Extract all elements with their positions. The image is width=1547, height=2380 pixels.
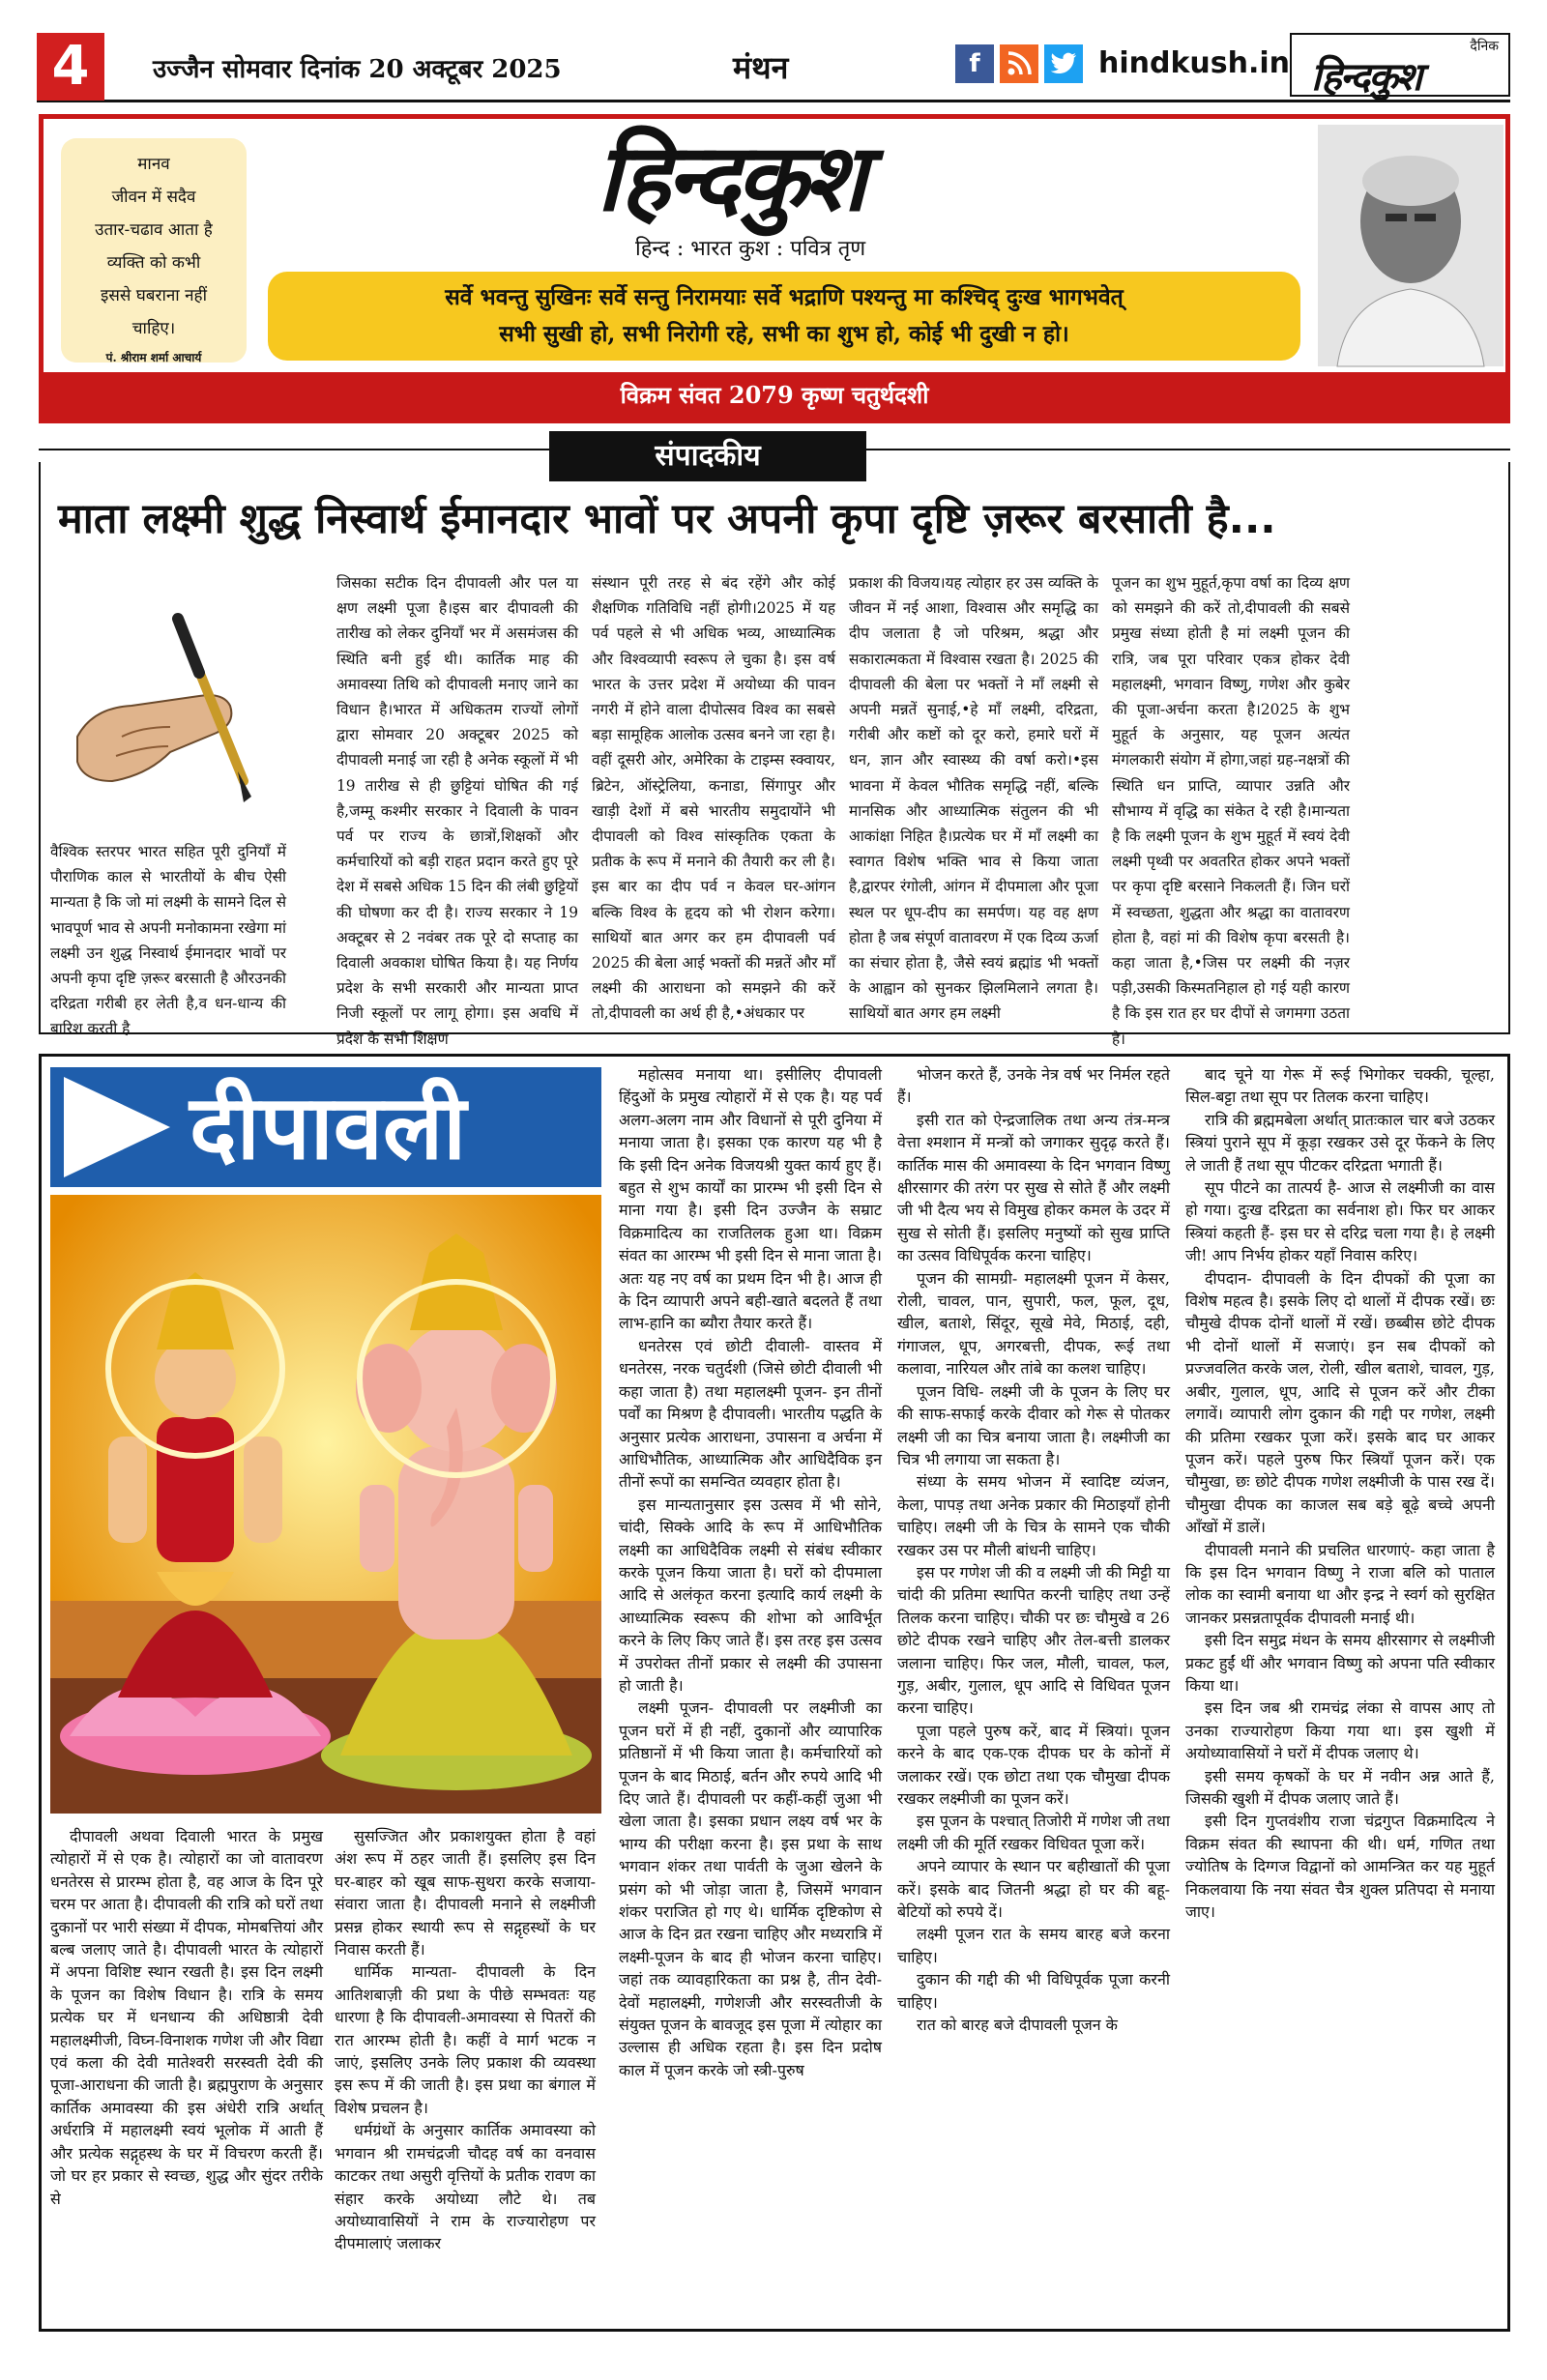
diwali-title: दीपावली [190, 1075, 467, 1179]
pen-writing-icon [54, 592, 282, 820]
diwali-paragraph: अपने व्यापार के स्थान पर बहीखातों की पूजा करें। इसके बाद जितनी श्रद्धा हो घर की बहू-बेटियों को रुपये दें। [897, 1857, 1170, 1922]
twitter-icon[interactable] [1044, 44, 1083, 83]
diwali-paragraph: सुसज्जित और प्रकाशयुक्त होता है वहां अंश रूप में ठहर जाती हैं। इसलिए इस दिन घर-बाहर को खूब साफ-सुथरा करके सजाया-संवारा जाता है। दीपावली मनाने से लक्ष्मीजी प्रसन्न होकर स्थायी रूप से सद्गृहस्थों के घर निवास करती हैं। [335, 1827, 596, 1959]
brand-small-logo: दैनिक हिन्दकुश [1290, 33, 1510, 97]
diwali-paragraph: इसी दिन समुद्र मंथन के समय क्षीरसागर से लक्ष्मीजी प्रकट हुईं थीं और भगवान विष्णु को अपना पति स्वीकार किया था। [1185, 1631, 1495, 1695]
editorial-column: जिसका सटीक दिन दीपावली और पल या क्षण लक्ष्मी पूजा है।इस बार दीपावली की तारीख को लेकर दुनियाँ भर में असमंजस की स्थिति बनी हुई थी। कार्तिक माह की अमावस्या तिथि को दीपावली मनाए जाने का विधान है।भारत में अधिकतम राज्यों लोगों द्वारा सोमवार 20 अक्टूबर 2025 को दीपावली मनाई जा रही है अनेक स्कूलों में भी 19 तारीख से ही छुट्टियां घोषित की गई है,जम्मू कश्मीर सरकार ने दिवाली के पावन पर्व पर राज्य के छात्रों,शिक्षकों और कर्मचारियों को बड़ी राहत प्रदान करते हुए पूरे देश में सबसे अधिक 15 दिन की लंबी छुट्टियों की घोषणा कर दी है। राज्य सरकार ने 19 अक्टूबर से 2 नवंबर तक पूरे दो सप्ताह का दिवाली अवकाश घोषित किया है। यह निर्णय प्रदेश के सभी सरकारी और मान्यता प्राप्त निजी स्कूलों पर लागू होगा। इस अवधि में प्रदेश के सभी शिक्षण [336, 574, 578, 1048]
quote-line: मानव [137, 155, 170, 174]
diwali-paragraph: महोत्सव मनाया था। इसीलिए दीपावली हिंदुओं के प्रमुख त्योहारों में से एक है। यह पर्व अलग-अलग नाम और विधानों से पूरी दुनिया में मनाया जाता है। इसका एक कारण यह भी है कि इसी दिन अनेक विजयश्री युक्त कार्य हुए हैं। बहुत से शुभ कार्यों का प्रारम्भ भी इसी दिन से माना गया है। इसी दिन उज्जैन के सम्राट विक्रमादित्य का राजतिलक हुआ था। विक्रम संवत का आरम्भ भी इसी दिन से माना जाता है। अतः यह नए वर्ष का प्रथम दिन भी है। आज ही के दिन व्यापारी अपने बही-खाते बदलते हैं तथा लाभ-हानि का ब्यौरा तैयार करते हैं। [619, 1065, 882, 1333]
section-name: मंथन [733, 49, 789, 86]
diwali-column [1185, 1063, 1495, 2324]
mantra-banner [268, 272, 1300, 361]
editorial-column: पूजन का शुभ मुहूर्त,कृपा वर्षा का दिव्य क्षण को समझने की करें तो,दीपावली की सबसे प्रमुख संध्या होती है मां लक्ष्मी पूजन की रात्रि, जब पूरा परिवार एकत्र होकर देवी महालक्ष्मी, भगवान विष्णु, गणेश और कुबेर की पूजा-अर्चना करता है।2025 के शुभ मुहूर्त के अनुसार, यह पूजन अत्यंत मंगलकारी संयोग में होगा,जहां ग्रह-नक्षत्रों की स्थिति धन प्राप्ति, व्यापार उन्नति और सौभाग्य में वृद्धि का संकेत दे रही है।मान्यता है कि लक्ष्मी पूजन के शुभ मुहूर्त में स्वयं देवी लक्ष्मी पृथ्वी पर अवतरित होकर अपने भक्तों पर कृपा दृष्टि बरसाने निकलती हैं। जिन घरों में स्वच्छता, शुद्धता और श्रद्धा का वातावरण होता है, वहां मां की विशेष कृपा बरसती है। कहा जाता है,•जिस पर लक्ष्मी की नज़र पड़ी,उसकी किस्मतनिहाल हो गई यही कारण है कि इस रात हर घर दीपों से जगमगा उठता है। [1112, 574, 1350, 1048]
diwali-paragraph: रात्रि की ब्रह्ममबेला अर्थात् प्रातःकाल चार बजे उठकर स्त्रियां पुराने सूप में कूड़ा रखकर उसे दूर फेंकने के लिए ले जाती हैं तथा सूप पीटकर दरिद्रता भगाती हैं। [1185, 1110, 1495, 1175]
editorial-column: वैश्विक स्तरपर भारत सहित पूरी दुनियाँ में पौराणिक काल से भारतीयों के बीच ऐसी मान्यता है कि जो मां लक्ष्मी के सामने दिल से भावपूर्ण भाव से अपनी मनोकामना रखेगा मां लक्ष्मी उन शुद्ध निस्वार्थ ईमानदार भावों पर अपनी कृपा दृष्टि ज़रूर बरसाती है औरउनकी दरिद्रता गरीबी हर लेती है,व धन-धान्य की बारिश करती है [50, 843, 286, 1038]
facebook-icon[interactable]: f [955, 44, 994, 83]
diwali-paragraph: दीपदान- दीपावली के दिन दीपकों की पूजा का विशेष महत्व है। इसके लिए दो थालों में दीपक रखें। छः चौमुखे दीपक दोनों थालों में रखें। छब्बीस छोटे दीपक भी दोनों थालों में सजाएं। इन सब दीपकों को प्रज्जवलित करके जल, रोली, खील बताशे, चावल, गुड़, अबीर, गुलाल, धूप, आदि से पूजन करें और टीका लगावें। व्यापारी लोग दुकान की गद्दी पर गणेश, लक्ष्मी की प्रतिमा रखकर पूजा करें। इसके बाद घर आकर पूजन करें। पहले पुरुष फिर स्त्रियाँ पूजन करें। एक चौमुखा, छः छोटे दीपक गणेश लक्ष्मीजी के पास रख दें। चौमुखा दीपक का काजल सब बड़े बूढ़े बच्चे अपनी आँखों में डालें। [1185, 1268, 1495, 1537]
diwali-paragraph: पूजन की सामग्री- महालक्ष्मी पूजन में केसर, रोली, चावल, पान, सुपारी, फल, फूल, दूध, खील, बताशे, सिंदूर, सूखे मेवे, मिठाई, दही, गंगाजल, धूप, अगरबत्ती, दीपक, रूई तथा कलावा, नारियल और तांबे का कलश चाहिए। [897, 1268, 1170, 1379]
diwali-paragraph: संध्या के समय भोजन में स्वादिष्ट व्यंजन, केला, पापड़ तथा अनेक प्रकार की मिठाइयाँ होनी चाहिए। लक्ष्मी जी के चित्र के सामने एक चौकी रखकर उस पर मौली बांधनी चाहिए। [897, 1472, 1170, 1559]
diwali-paragraph: इस पूजन के पश्चात् तिजोरी में गणेश जी तथा लक्ष्मी जी की मूर्ति रखकर विधिवत पूजा करें। [897, 1812, 1170, 1853]
dateline: उज्जैन सोमवार दिनांक 20 अक्टूबर 2025 [153, 55, 562, 84]
diwali-paragraph: पूजन विधि- लक्ष्मी जी के पूजन के लिए घर की साफ-सफाई करके दीवार को गेरू से पोतकर लक्ष्मी जी का चित्र बनाया जाता है। लक्ष्मीजी का चित्र भी लगाया जा सकता है। [897, 1381, 1170, 1468]
editorial-column: प्रकाश की विजय।यह त्योहार हर उस व्यक्ति के जीवन में नई आशा, विश्वास और समृद्धि का दीप जलाता है जो परिश्रम, श्रद्धा और सकारात्मकता में विश्वास रखता है। 2025 की दीपावली की बेला पर भक्तों ने माँ लक्ष्मी से अपनी मन्नतें सुनाई,•हे माँ लक्ष्मी, दरिद्रता, गरीबी और कष्टों को दूर करो, हमारे घरों में धन, ज्ञान और स्वास्थ्य की वर्षा करो।•इस भावना में केवल भौतिक समृद्धि नहीं, बल्कि मानसिक और आध्यात्मिक संतुलन की भी आकांक्षा निहित है।प्रत्येक घर में माँ लक्ष्मी का स्वागत विशेष भक्ति भाव से किया जाता है,द्वारपर रंगोली, आंगन में दीपमाला और पूजा स्थल पर धूप-दीप का समर्पण। यह वह क्षण होता है जब संपूर्ण वातावरण में एक दिव्य ऊर्जा का संचार होता है, जैसे स्वयं ब्रह्मांड भी भक्तों के आह्वान को सुनकर झिलमिलाने लगता है। साथियों बात अगर हम लक्ष्मी [849, 574, 1098, 1023]
lakshmi-ganesh-image [50, 1195, 601, 1814]
newspaper-logo: हिन्दकुश [597, 123, 863, 232]
rss-icon[interactable] [1000, 44, 1038, 83]
samvat-bar: विक्रम संवत 2079 कृष्ण चतुर्थदशी [44, 372, 1505, 419]
quote-line: इससे घबराना नहीं [101, 286, 207, 305]
quote-author: पं. श्रीराम शर्मा आचार्य [105, 351, 202, 364]
diwali-paragraph: इस दिन जब श्री रामचंद्र लंका से वापस आए तो उनका राज्यारोहण किया गया था। इस खुशी में अयोध्यावासियों ने घरों में दीपक जलाए थे। [1185, 1698, 1495, 1763]
diwali-paragraph: भोजन करते हैं, उनके नेत्र वर्ष भर निर्मल रहते हैं। [897, 1065, 1170, 1107]
diwali-column [619, 1063, 882, 2324]
diwali-column [50, 1825, 323, 2324]
tagline: हिन्द : भारत कुश : पवित्र तृण [635, 237, 866, 261]
page-header [37, 33, 1510, 102]
website-url[interactable]: hindkush.in [1098, 46, 1291, 80]
diwali-paragraph: पूजा पहले पुरुष करें, बाद में स्त्रियां। पूजन करने के बाद एक-एक दीपक घर के कोनों में जलाकर रखें। एक छोटा तथा एक चौमुखा दीपक रखकर लक्ष्मीजी का पूजन करें। [897, 1721, 1170, 1808]
diwali-paragraph: सूप पीटने का तात्पर्य है- आज से लक्ष्मीजी का वास हो गया। दुःख दरिद्रता का सर्वनाश हो। फिर घर आकर स्त्रियां कहती हैं- इस घर से दरिद्र चला गया है। हे लक्ष्मी जी! आप निर्भय होकर यहाँ निवास करिए। [1185, 1178, 1495, 1265]
mantra-hindi: सभी सुखी हो, सभी निरोगी रहे, सभी का शुभ हो, कोई भी दुखी न हो। [499, 321, 1069, 347]
diwali-paragraph: धनतेरस एवं छोटी दीवाली- वास्तव में धनतेरस, नरक चतुर्दशी (जिसे छोटी दीवाली भी कहा जाता है) तथा महालक्ष्मी पूजन- इन तीनों पर्वों का मिश्रण है दीपावली। भारतीय पद्धति के अनुसार प्रत्येक आराधना, उपासना व अर्चना में आधिभौतिक, आध्यात्मिक और आधिदैविक इन तीनों रूपों का समन्वित व्यवहार होता है। [619, 1336, 882, 1492]
quote-line: उतार-चढाव आता है [95, 220, 213, 240]
diwali-paragraph: इसी दिन गुप्तवंशीय राजा चंद्रगुप्त विक्रमादित्य ने विक्रम संवत की स्थापना की थी। धर्म, गणित तथा ज्योतिष के दिग्गज विद्वानों को आमन्त्रित कर यह मुहूर्त निकलवाया कि नया संवत चैत्र शुक्ल प्रतिपदा से मनाया जाए। [1185, 1812, 1495, 1922]
founder-portrait [1318, 125, 1503, 366]
quote-line: जीवन में सदैव [111, 188, 196, 207]
diwali-paragraph: इस पर गणेश जी की व लक्ष्मी जी की मिट्टी या चांदी की प्रतिमा स्थापित करनी चाहिए तथा उन्हें तिलक करना चाहिए। चौकी पर छः चौमुखे व 26 छोटे दीपक रखने चाहिए और तेल-बत्ती डालकर जलाना चाहिए। फिर जल, मौली, चावल, फल, गुड़, अबीर, गुलाल, धूप आदि से विधिवत पूजन करना चाहिए। [897, 1562, 1170, 1718]
quote-box [61, 138, 247, 363]
diwali-paragraph: धर्मग्रंथों के अनुसार कार्तिक अमावस्या को भगवान श्री रामचंद्रजी चौदह वर्ष का वनवास काटकर तथा असुरी वृत्तियों के प्रतीक रावण का संहार करके अयोध्या लौटे थे। तब अयोध्यावासियों ने राम के राज्यारोहण पर दीपमालाएं जलाकर [335, 2121, 596, 2253]
diwali-paragraph: दुकान की गद्दी की भी विधिपूर्वक पूजा करनी चाहिए। [897, 1970, 1170, 2012]
diwali-paragraph: लक्ष्मी पूजन- दीपावली पर लक्ष्मीजी का पूजन घरों में ही नहीं, दुकानों और व्यापारिक प्रतिष्ठानों में भी किया जाता है। कर्मचारियों को पूजन के बाद मिठाई, बर्तन और रुपये आदि भी दिए जाते हैं। दीपावली पर कहीं-कहीं जुआ भी खेला जाता है। इसका प्रधान लक्ष्य वर्ष भर के भाग्य की परीक्षा करना है। इस प्रथा के साथ भगवान शंकर तथा पार्वती के जुआ खेलने के प्रसंग को भी जोड़ा जाता है, जिसमें भगवान शंकर पराजित हो गए थे। धार्मिक दृष्टिकोण से आज के दिन व्रत रखना चाहिए और मध्यरात्रि में लक्ष्मी-पूजन के बाद ही भोजन करना चाहिए। जहां तक व्यावहारिकता का प्रश्न है, तीन देवी-देवों महालक्ष्मी, गणेशजी और सरस्वतीजी के संयुक्त पूजन के बावजूद इस पूजा में त्योहार का उल्लास ही अधिक रहता है। इस दिन प्रदोष काल में पूजन करके जो स्त्री-पुरुष [619, 1698, 882, 2079]
diwali-paragraph: दीपावली अथवा दिवाली भारत के प्रमुख त्योहारों में से एक है। त्योहारों का जो वातावरण धनतेरस से प्रारम्भ होता है, वह आज के दिन पूरे चरम पर आता है। दीपावली की रात्रि को घरों तथा दुकानों पर भारी संख्या में दीपक, मोमबत्तियां और बल्ब जलाए जाते है। दीपावली भारत के त्योहारों में अपना विशिष्ट स्थान रखती है। इस दिन लक्ष्मी के पूजन का विशेष विधान है। रात्रि के समय प्रत्येक घर में धनधान्य की अधिष्ठात्री देवी महालक्ष्मीजी, विघ्न-विनाशक गणेश जी और विद्या एवं कला की देवी मातेश्वरी सरस्वती देवी की पूजा-आराधना की जाती है। ब्रह्मपुराण के अनुसार कार्तिक अमावस्या की इस अंधेरी रात्रि अर्थात् अर्धरात्रि में महालक्ष्मी स्वयं भूलोक में आती हैं और प्रत्येक सद्गृहस्थ के घर में विचरण करती हैं। जो घर हर प्रकार से स्वच्छ, शुद्ध और सुंदर तरीके से [50, 1827, 323, 2208]
diwali-column [897, 1063, 1170, 2324]
diwali-paragraph: धार्मिक मान्यता- दीपावली के दिन आतिशबाज़ी की प्रथा के पीछे सम्भवतः यह धारणा है कि दीपावली-अमावस्या से पितरों की रात आरम्भ होती है। कहीं वे मार्ग भटक न जाएं, इसलिए उनके लिए प्रकाश की व्यवस्था इस रूप में की जाती है। इस प्रथा का बंगाल में विशेष प्रचलन है। [335, 1962, 596, 2117]
diwali-paragraph: इसी रात को ऐन्द्रजालिक तथा अन्य तंत्र-मन्त्र वेत्ता श्मशान में मन्त्रों को जगाकर सुदृढ़ करते हैं। कार्तिक मास की अमावस्या के दिन भगवान विष्णु क्षीरसागर की तरंग पर सुख से सोते हैं और लक्ष्मी जी भी दैत्य भय से विमुख होकर कमल के उदर में सुख से सोती हैं। इसलिए मनुष्यों को सुख प्राप्ति का उत्सव विधिपूर्वक करना चाहिए। [897, 1110, 1170, 1265]
editorial-headline: माता लक्ष्मी शुद्ध निस्वार्थ ईमानदार भावों पर अपनी कृपा दृष्टि ज़रूर बरसाती है... [58, 495, 1276, 543]
diwali-paragraph: लक्ष्मी पूजन रात के समय बारह बजे करना चाहिए। [897, 1925, 1170, 1966]
masthead [39, 114, 1510, 423]
social-links [955, 44, 1083, 83]
quote-line: चाहिए। [131, 319, 176, 338]
mantra-sanskrit: सर्वे भवन्तु सुखिनः सर्वे सन्तु निरामयाः सर्वे भद्राणि पश्यन्तु मा कश्चिद् दुःख भागभवेत् [445, 284, 1124, 310]
editorial-label: संपादकीय [549, 431, 866, 481]
diwali-paragraph: इस मान्यतानुसार इस उत्सव में भी सोने, चांदी, सिक्के आदि के रूप में आधिभौतिक लक्ष्मी का आधिदैविक लक्ष्मी से संबंध स्वीकार करके पूजन किया जाता है। घरों को दीपमाला आदि से अलंकृत करना इत्यादि कार्य लक्ष्मी के आध्यात्मिक स्वरूप की शोभा को आविर्भूत करने के लिए किए जाते हैं। इस तरह इस उत्सव में उपरोक्त तीनों प्रकार से लक्ष्मी की उपासना हो जाती है। [619, 1495, 882, 1695]
diwali-paragraph: इसी समय कृषकों के घर में नवीन अन्न आते हैं, जिसकी खुशी में दीपक जलाए जाते हैं। [1185, 1766, 1495, 1808]
quote-line: व्यक्ति को कभी [106, 253, 201, 273]
diwali-paragraph: बाद चूने या गेरू में रूई भिगोकर चक्की, चूल्हा, सिल-बट्टा तथा सूप पर तिलक करना चाहिए। [1185, 1065, 1495, 1107]
diwali-paragraph: रात को बारह बजे दीपावली पूजन के [917, 2016, 1118, 2035]
diwali-paragraph: दीपावली मनाने की प्रचलित धारणाएं- कहा जाता है कि इस दिन भगवान विष्णु ने राजा बलि को पाताल लोक का स्वामी बनाया था और इन्द्र ने स्वर्ग को सुरक्षित जानकर प्रसन्नतापूर्वक दीपावली मनाई थी। [1185, 1540, 1495, 1627]
page-number: 4 [37, 33, 104, 101]
editorial-column: संस्थान पूरी तरह से बंद रहेंगे और कोई शैक्षणिक गतिविधि नहीं होगी।2025 में यह पर्व पहले से भी अधिक भव्य, आध्यात्मिक और विश्वव्यापी स्वरूप ले चुका है। इस वर्ष भारत के उत्तर प्रदेश में अयोध्या की पावन नगरी में होने वाला दीपोत्सव विश्व का सबसे बड़ा सामूहिक आलोक उत्सव बनने जा रहा है। वहीं दूसरी ओर, अमेरिका के टाइम्स स्क्वायर, ब्रिटेन, ऑस्ट्रेलिया, कनाडा, सिंगापुर और खाड़ी देशों में बसे भारतीय समुदायोंने भी दीपावली को विश्व सांस्कृतिक एकता के प्रतीक के रूप में मनाने की तैयारी कर ली है। इस बार का दीप पर्व न केवल घर-आंगन बल्कि विश्व के हृदय को भी रोशन करेगा। साथियों बात अगर कर हम दीपावली पर्व 2025 की बेला आई भक्तों की मन्नतें और माँ लक्ष्मी की आराधना को समझने की करें तो,दीपावली का अर्थ ही है,•अंधकार पर [592, 574, 835, 1023]
diwali-column [335, 1825, 596, 2324]
